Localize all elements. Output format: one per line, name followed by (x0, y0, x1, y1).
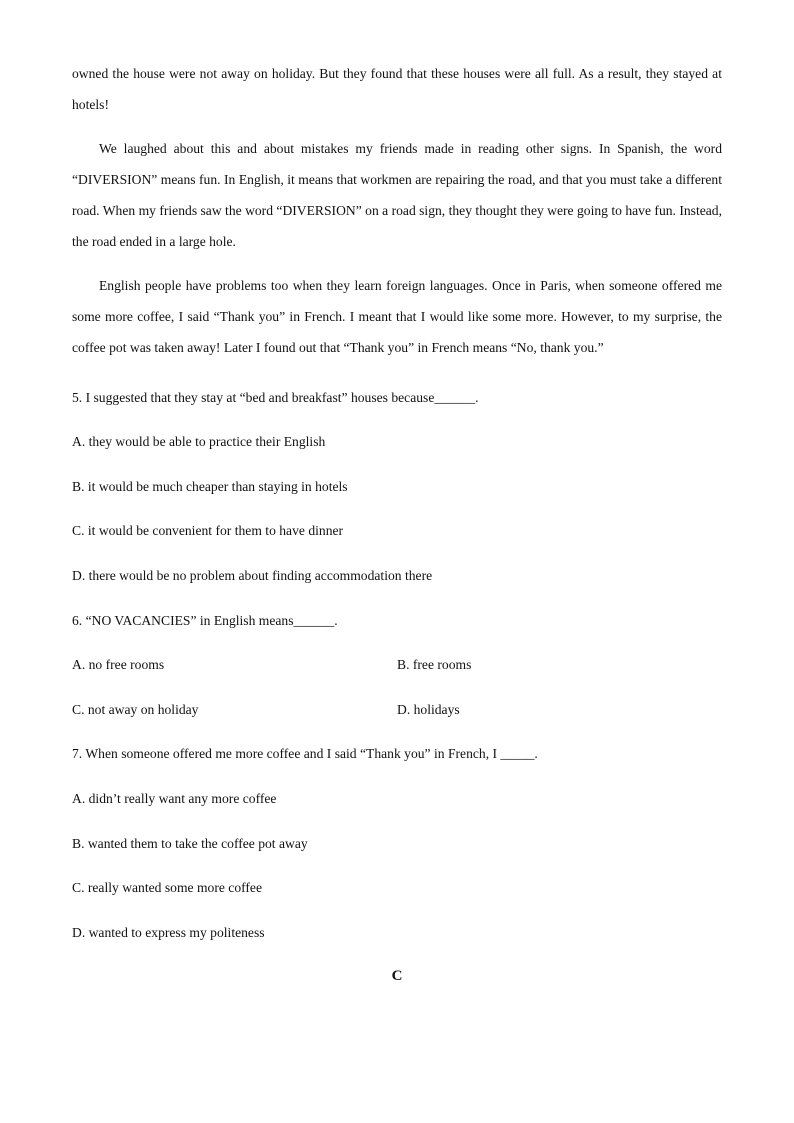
question-stem: 5. I suggested that they stay at “bed and breakfast” houses because______. (72, 389, 479, 405)
option-a: A. didn’t really want any more coffee (72, 790, 277, 806)
question-stem: 7. When someone offered me more coffee and I said “Thank you” in French, I _____. (72, 746, 538, 762)
option-a: A. they would be able to practice their English (72, 434, 326, 450)
document-page (72, 58, 722, 943)
option-row (72, 655, 722, 675)
option-c: C. really wanted some more coffee (72, 880, 262, 896)
option-b: B. free rooms (397, 657, 472, 673)
option-c: C. not away on holiday (72, 701, 199, 717)
question-stem: 6. “NO VACANCIES” in English means______. (72, 612, 338, 628)
option-b: B. wanted them to take the coffee pot away (72, 835, 308, 851)
option-d: D. holidays (397, 701, 460, 717)
option-b: B. it would be much cheaper than staying in hotels (72, 478, 348, 494)
question-5 (72, 388, 722, 586)
option-c: C. it would be convenient for them to have dinner (72, 523, 344, 539)
question-7 (72, 744, 722, 942)
option-row (72, 700, 722, 720)
question-6 (72, 611, 722, 720)
option-d: D. there would be no problem about finding accommodation there (72, 567, 433, 583)
option-a: A. no free rooms (72, 657, 165, 673)
section-label: C (391, 968, 403, 984)
passage-paragraph-2: We laughed about this and about mistakes my friends made in reading other signs. In Spanish, the word “DIVERSION” means fun. In English, it means that workmen are repairing the road, and that you must take a different road. When my friends saw the word “DIVERSION” on a road sign, they thought they were going to have fun. Instead, the road ended in a large hole. (72, 141, 722, 249)
passage-paragraph-3: English people have problems too when they learn foreign languages. Once in Paris, when someone offered me some more coffee, I said “Thank you” in French. I meant that I would like some more. However, to my surprise, the coffee pot was taken away! Later I found out that “Thank you” in French means “No, thank you.” (72, 278, 722, 355)
passage-paragraph-1: owned the house were not away on holiday. But they found that these houses were all full. As a result, they stayed at hotels! (72, 66, 722, 112)
option-d: D. wanted to express my politeness (72, 924, 265, 940)
